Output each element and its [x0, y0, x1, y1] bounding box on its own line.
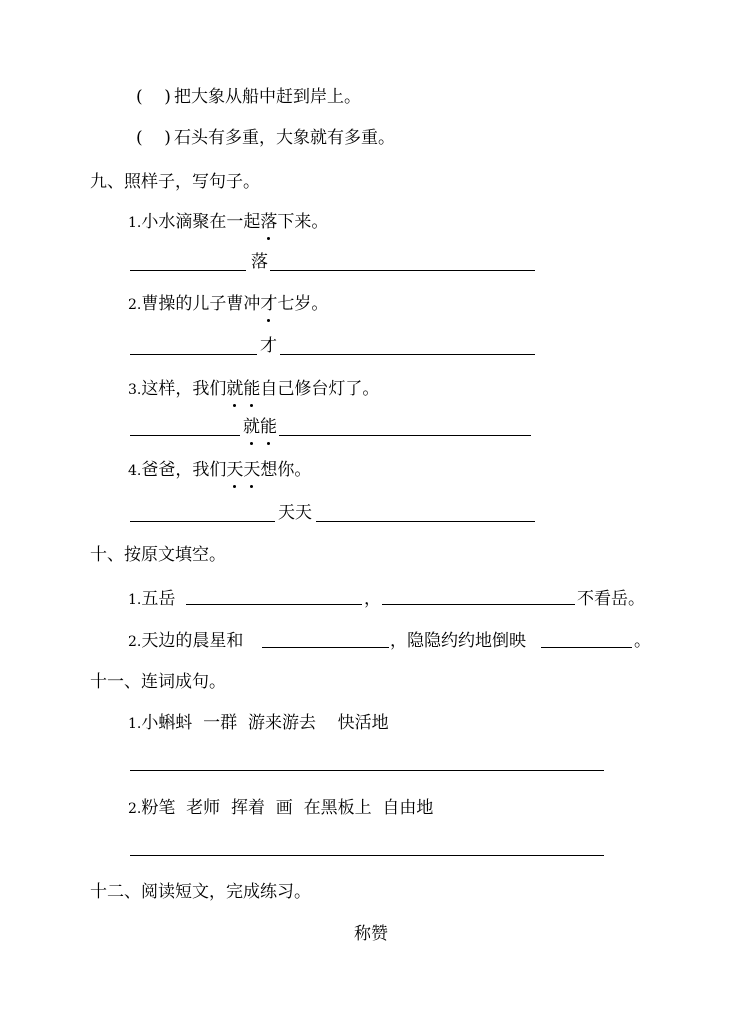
judge-text: 把大象从船中赶到岸上。 [174, 87, 361, 107]
example-sentence-4: 4.爸爸，我们天天想你。 [128, 460, 312, 480]
fill-word: 落 [251, 252, 268, 272]
article-title: 称赞 [354, 924, 388, 944]
emphasis-char: 天 [243, 460, 261, 480]
answer-line[interactable] [130, 855, 604, 856]
example-sentence-1: 1.小水滴聚在一起落下来。 [128, 212, 329, 232]
answer-blank[interactable] [279, 435, 531, 436]
comma: ， [364, 589, 381, 609]
fill-word: 天天 [278, 503, 312, 523]
answer-blank[interactable] [130, 270, 246, 271]
fill-text: ，隐隐约约地倒映 [390, 631, 526, 651]
answer-paren[interactable]: ( ) [136, 128, 171, 148]
answer-blank[interactable] [541, 647, 632, 648]
answer-blank[interactable] [130, 354, 257, 355]
judge-text: 石头有多重，大象就有多重。 [174, 128, 395, 148]
section-title-10: 十、按原文填空。 [90, 545, 226, 565]
answer-paren[interactable]: ( ) [136, 87, 171, 107]
emphasis-char: 就 [226, 379, 244, 399]
section-title-11: 十一、连词成句。 [90, 672, 226, 692]
fill-word: 才 [260, 336, 277, 356]
fill-line-2: 2.天边的晨星和 [128, 631, 244, 651]
section-title-9: 九、照样子，写句子。 [90, 172, 260, 192]
example-sentence-3: 3.这样，我们就能自己修台灯了。 [128, 379, 380, 399]
fill-word: 就能 [243, 417, 277, 437]
emphasis-char: 才 [260, 294, 278, 314]
judge-item-1 [136, 85, 361, 109]
answer-blank[interactable] [316, 521, 535, 522]
answer-blank[interactable] [280, 354, 535, 355]
example-sentence-2: 2.曹操的儿子曹冲才七岁。 [128, 294, 329, 314]
emphasis-char: 能 [243, 379, 261, 399]
emphasis-char: 落 [260, 212, 278, 232]
answer-blank[interactable] [130, 521, 275, 522]
answer-blank[interactable] [130, 435, 240, 436]
answer-line[interactable] [130, 770, 604, 771]
word-group-2: 2.粉笔 老师 挥着 画 在黑板上 自由地 [128, 798, 434, 818]
fill-text: 。 [634, 631, 651, 651]
answer-blank[interactable] [382, 604, 575, 605]
answer-blank[interactable] [270, 270, 535, 271]
word-group-1: 1.小蝌蚪 一群 游来游去 快活地 [128, 713, 389, 733]
section-title-12: 十二、阅读短文，完成练习。 [90, 882, 311, 902]
fill-text: 不看岳。 [577, 589, 645, 609]
judge-item-2 [136, 126, 395, 150]
fill-line-1: 1.五岳 [128, 589, 176, 609]
answer-blank[interactable] [186, 604, 362, 605]
emphasis-char: 天 [226, 460, 244, 480]
answer-blank[interactable] [262, 647, 389, 648]
